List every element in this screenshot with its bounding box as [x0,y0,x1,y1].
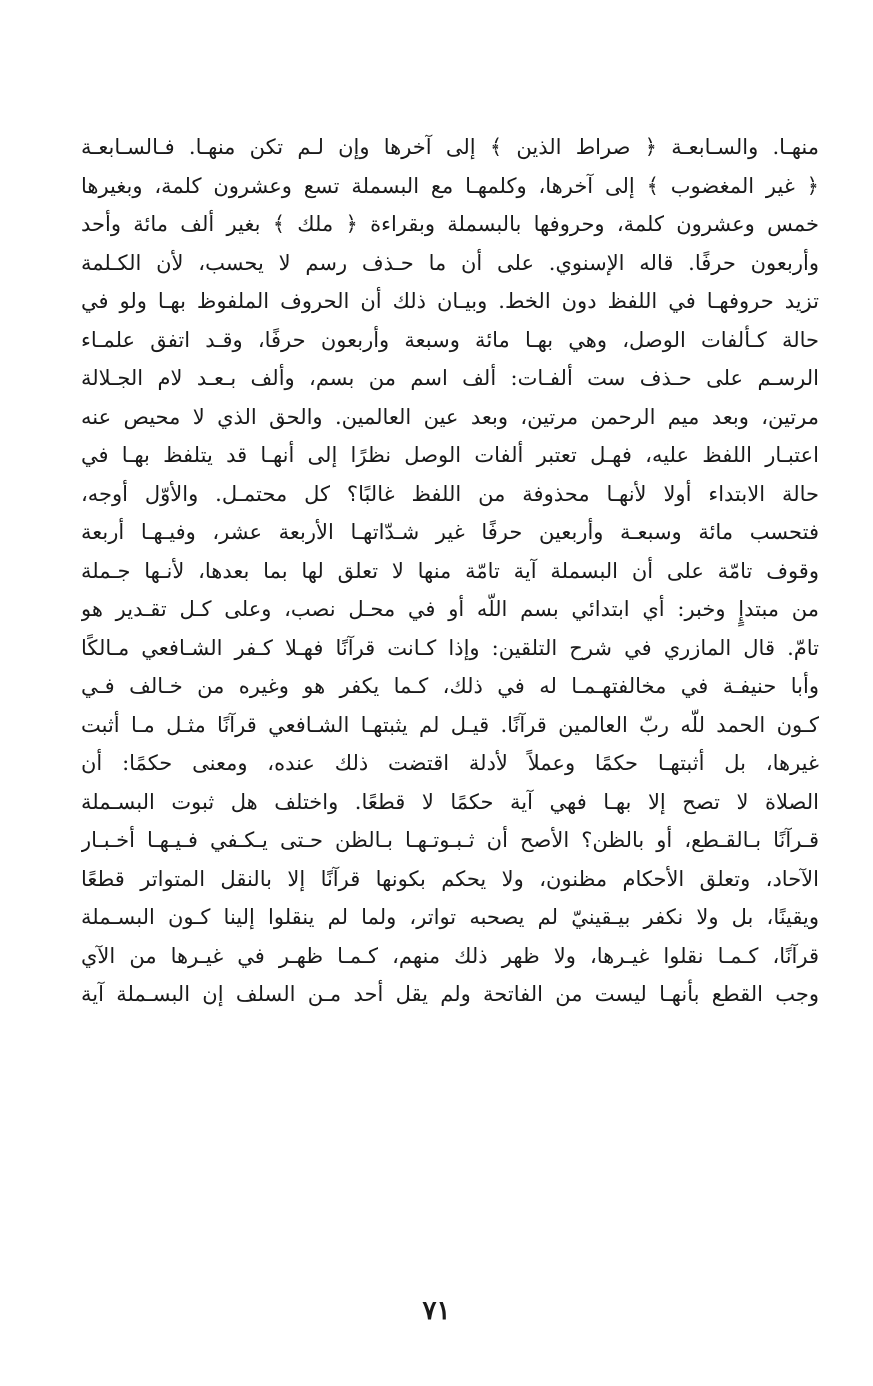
text-line: اعتبـار اللفظ عليه، فهـل تعتبر ألفات الوصل نظرًا إلى أنهـا قد يتلفظ بهـا في [81,443,819,467]
text-line: ويقينًا، بل ولا نكفر بيـقينيّ لم يصحبه تواتر، ولما لم ينقلوا إلينا كـون البسـملة [81,905,819,929]
text-line: مرتين، وبعد ميم الرحمن مرتين، وبعد عين العالمين. والحق الذي لا محيص عنه [81,404,819,429]
text-line: الرسـم على حـذف ست ألفـات: ألف اسم من بسم، وألف بـعـد لام الجـلالة [81,366,819,390]
text-line: الصلاة لا تصح إلا بهـا فهي آية حكمًا لا قطعًا. واختلف هل ثبوت البسـملة [81,789,819,814]
text-line: وأربعون حرفًا. قاله الإسنوي. على أن ما حـذف رسم لا يحسب، لأن الكـلمة [81,250,819,275]
text-line: حالة كـألفات الوصل، وهي بهـا مائة وسبعة وأربعون حرفًا، وقـد اتفق علمـاء [81,327,819,352]
text-line: كـون الحمد للّه ربّ العالمين قرآنًا. قيـل لم يثبتهـا الشـافعي قرآنًا مثـل مـا أثبت [81,712,819,737]
text-line: قرآنًا، كـمـا نقلوا غيـرها، ولا ظهر ذلك منهم، كـمـا ظهـر في غيـرها من الآي [81,943,819,968]
text-line: وأبا حنيفـة في مخالفتهـمـا له في ذلك، كـما يكفر هو وغيره من خـالف فـي [81,674,819,698]
text-line: الآحاد، وتعلق الأحكام مظنون، ولا يحكم بكونها قرآنًا إلا بالنقل المتواتر قطعًا [81,866,819,891]
page-number: ٧١ [422,1296,451,1326]
text-line: قـرآنًا بـالقـطع، أو بالظن؟ الأصح أن ثـبـوتـهـا بـالظن حـتى يـكـفي فـيـهـا أخـبـار [81,828,819,852]
text-line: وقوف تامّة على أن البسملة آية تامّة منها لا تعلق لها بما بعدها، لأنـها جـملة [81,558,819,583]
text-line: غيرها، بل أثبتهـا حكمًا وعملاً لأدلة اقتضت ذلك عنده، ومعنى حكمًا: أن [81,751,819,775]
text-line: فتحسب مائة وسبعـة وأربعين حرفًا غير شـدّاتهـا الأربعة عشر، وفيـهـا أربعة [81,520,819,544]
text-line: من مبتدإٍ وخبر: أي ابتدائي بسم اللّه أو في محـل نصب، وعلى كـل تقـدير هو [81,597,819,621]
text-line: تزيد حروفهـا في اللفظ دون الخط. وبيـان ذلك أن الحروف الملفوظ بهـا ولو في [81,289,819,313]
text-line: منهـا. والسـابعـة ﴿ صراط الذين ﴾ إلى آخرها وإن لـم تكن منهـا. فـالسـابعـة [81,135,819,159]
text-line: ﴿ غير المغضوب ﴾ إلى آخرها، وكلمهـا مع البسملة تسع وعشرون كلمة، وبغيرها [81,173,819,198]
body-text [81,128,819,1014]
text-line: تامّ. قال المازري في شرح التلقين: وإذا كـانت قرآنًا فهـلا كـفر الشـافعي مـالكًا [81,635,819,660]
text-line: خمس وعشرون كلمة، وحروفها بالبسملة وبقراءة ﴿ ملك ﴾ بغير ألف مائة وأحد [81,212,819,236]
text-line: حالة الابتداء أولا لأنهـا محذوفة من اللفظ غالبًا؟ كل محتمـل. والأوّل أوجه، [81,481,819,506]
text-line: وجب القطع بأنهـا ليست من الفاتحة ولم يقل أحد مـن السلف إن البسـملة آية [81,982,819,1006]
